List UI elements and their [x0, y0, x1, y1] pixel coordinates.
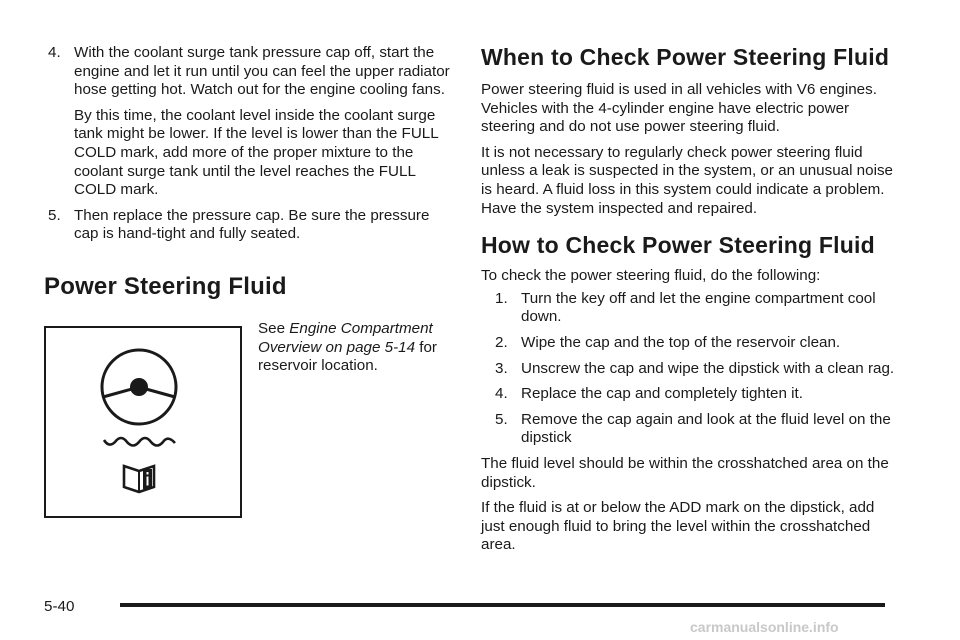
step-text: Then replace the pressure cap. Be sure the pressure cap is hand-tight and fully seated.: [74, 206, 430, 243]
step-text: Wipe the cap and the top of the reservoir clean.: [521, 333, 841, 351]
how-intro: To check the power steering fluid, do the following:: [481, 267, 821, 285]
engine-compartment-link[interactable]: Engine Compartment Overview on page 5-14: [258, 320, 433, 356]
step-text: Turn the key off and let the engine compartment cool down.: [521, 289, 876, 326]
step-number: 2.: [495, 333, 508, 351]
list-item: [491, 411, 901, 448]
watermark: carmanualsonline.info: [690, 619, 839, 635]
steering-wheel-icon: [102, 350, 176, 424]
see-suffix: for reservoir location.: [258, 338, 437, 375]
step-number: 3.: [495, 359, 508, 377]
check-steps-list: [481, 290, 901, 448]
step-text: Unscrew the cap and wipe the dipstick with a clean rag.: [521, 359, 895, 377]
coolant-step-4: [44, 44, 454, 100]
list-item: [491, 334, 901, 353]
power-steering-symbol: [46, 328, 239, 515]
when-to-check-heading: When to Check Power Steering Fluid: [481, 44, 890, 70]
step-number: 4.: [495, 385, 508, 403]
step-number: 1.: [495, 289, 508, 307]
page-number: 5-40: [44, 598, 75, 615]
list-item: [491, 385, 901, 404]
right-column: [481, 44, 901, 555]
list-item: [491, 360, 901, 379]
coolant-step-5: [44, 207, 454, 244]
fluid-wave-icon: [104, 438, 175, 446]
power-steering-symbol-box: [44, 326, 242, 518]
step-text: Remove the cap again and look at the fluid level on the dipstick: [521, 410, 891, 447]
left-column: [44, 44, 454, 301]
when-paragraph-1: Power steering fluid is used in all vehicles with V6 engines. Vehicles with the 4-cylinder engine have electric power steering and do not use power steering fluid.: [481, 81, 877, 136]
add-fluid-paragraph: If the fluid is at or below the ADD mark on the dipstick, add just enough fluid to bring the level within the crosshatched area.: [481, 499, 875, 554]
step-number: 5.: [48, 206, 61, 224]
step-number: 4.: [48, 44, 61, 61]
fluid-level-paragraph: The fluid level should be within the crosshatched area on the dipstick.: [481, 454, 889, 491]
when-paragraph-2: It is not necessary to regularly check power steering fluid unless a leak is suspected in the system, or an unusual noise is heard. A fluid loss in this system could indicate a problem. Have the system inspected and repaired.: [481, 143, 893, 217]
step-text: Replace the cap and completely tighten it.: [521, 385, 803, 403]
footer-divider: [120, 603, 885, 607]
owner-manual-icon: [124, 466, 154, 492]
coolant-level-paragraph: By this time, the coolant level inside the coolant surge tank might be lower. If the level is lower than the FULL COLD mark, add more of the proper mixture to the coolant surge tank until the level reaches the FULL COLD mark.: [74, 106, 439, 199]
see-prefix: See: [258, 320, 286, 337]
reservoir-location-reference: [258, 320, 458, 376]
how-to-check-heading: How to Check Power Steering Fluid: [481, 232, 875, 259]
list-item: [491, 290, 901, 327]
power-steering-fluid-heading: Power Steering Fluid: [44, 272, 287, 300]
step-text: With the coolant surge tank pressure cap off, start the engine and let it run until you can feel the upper radiator hose getting hot. Watch out for the engine cooling fans.: [74, 44, 450, 99]
step-number: 5.: [495, 410, 508, 428]
